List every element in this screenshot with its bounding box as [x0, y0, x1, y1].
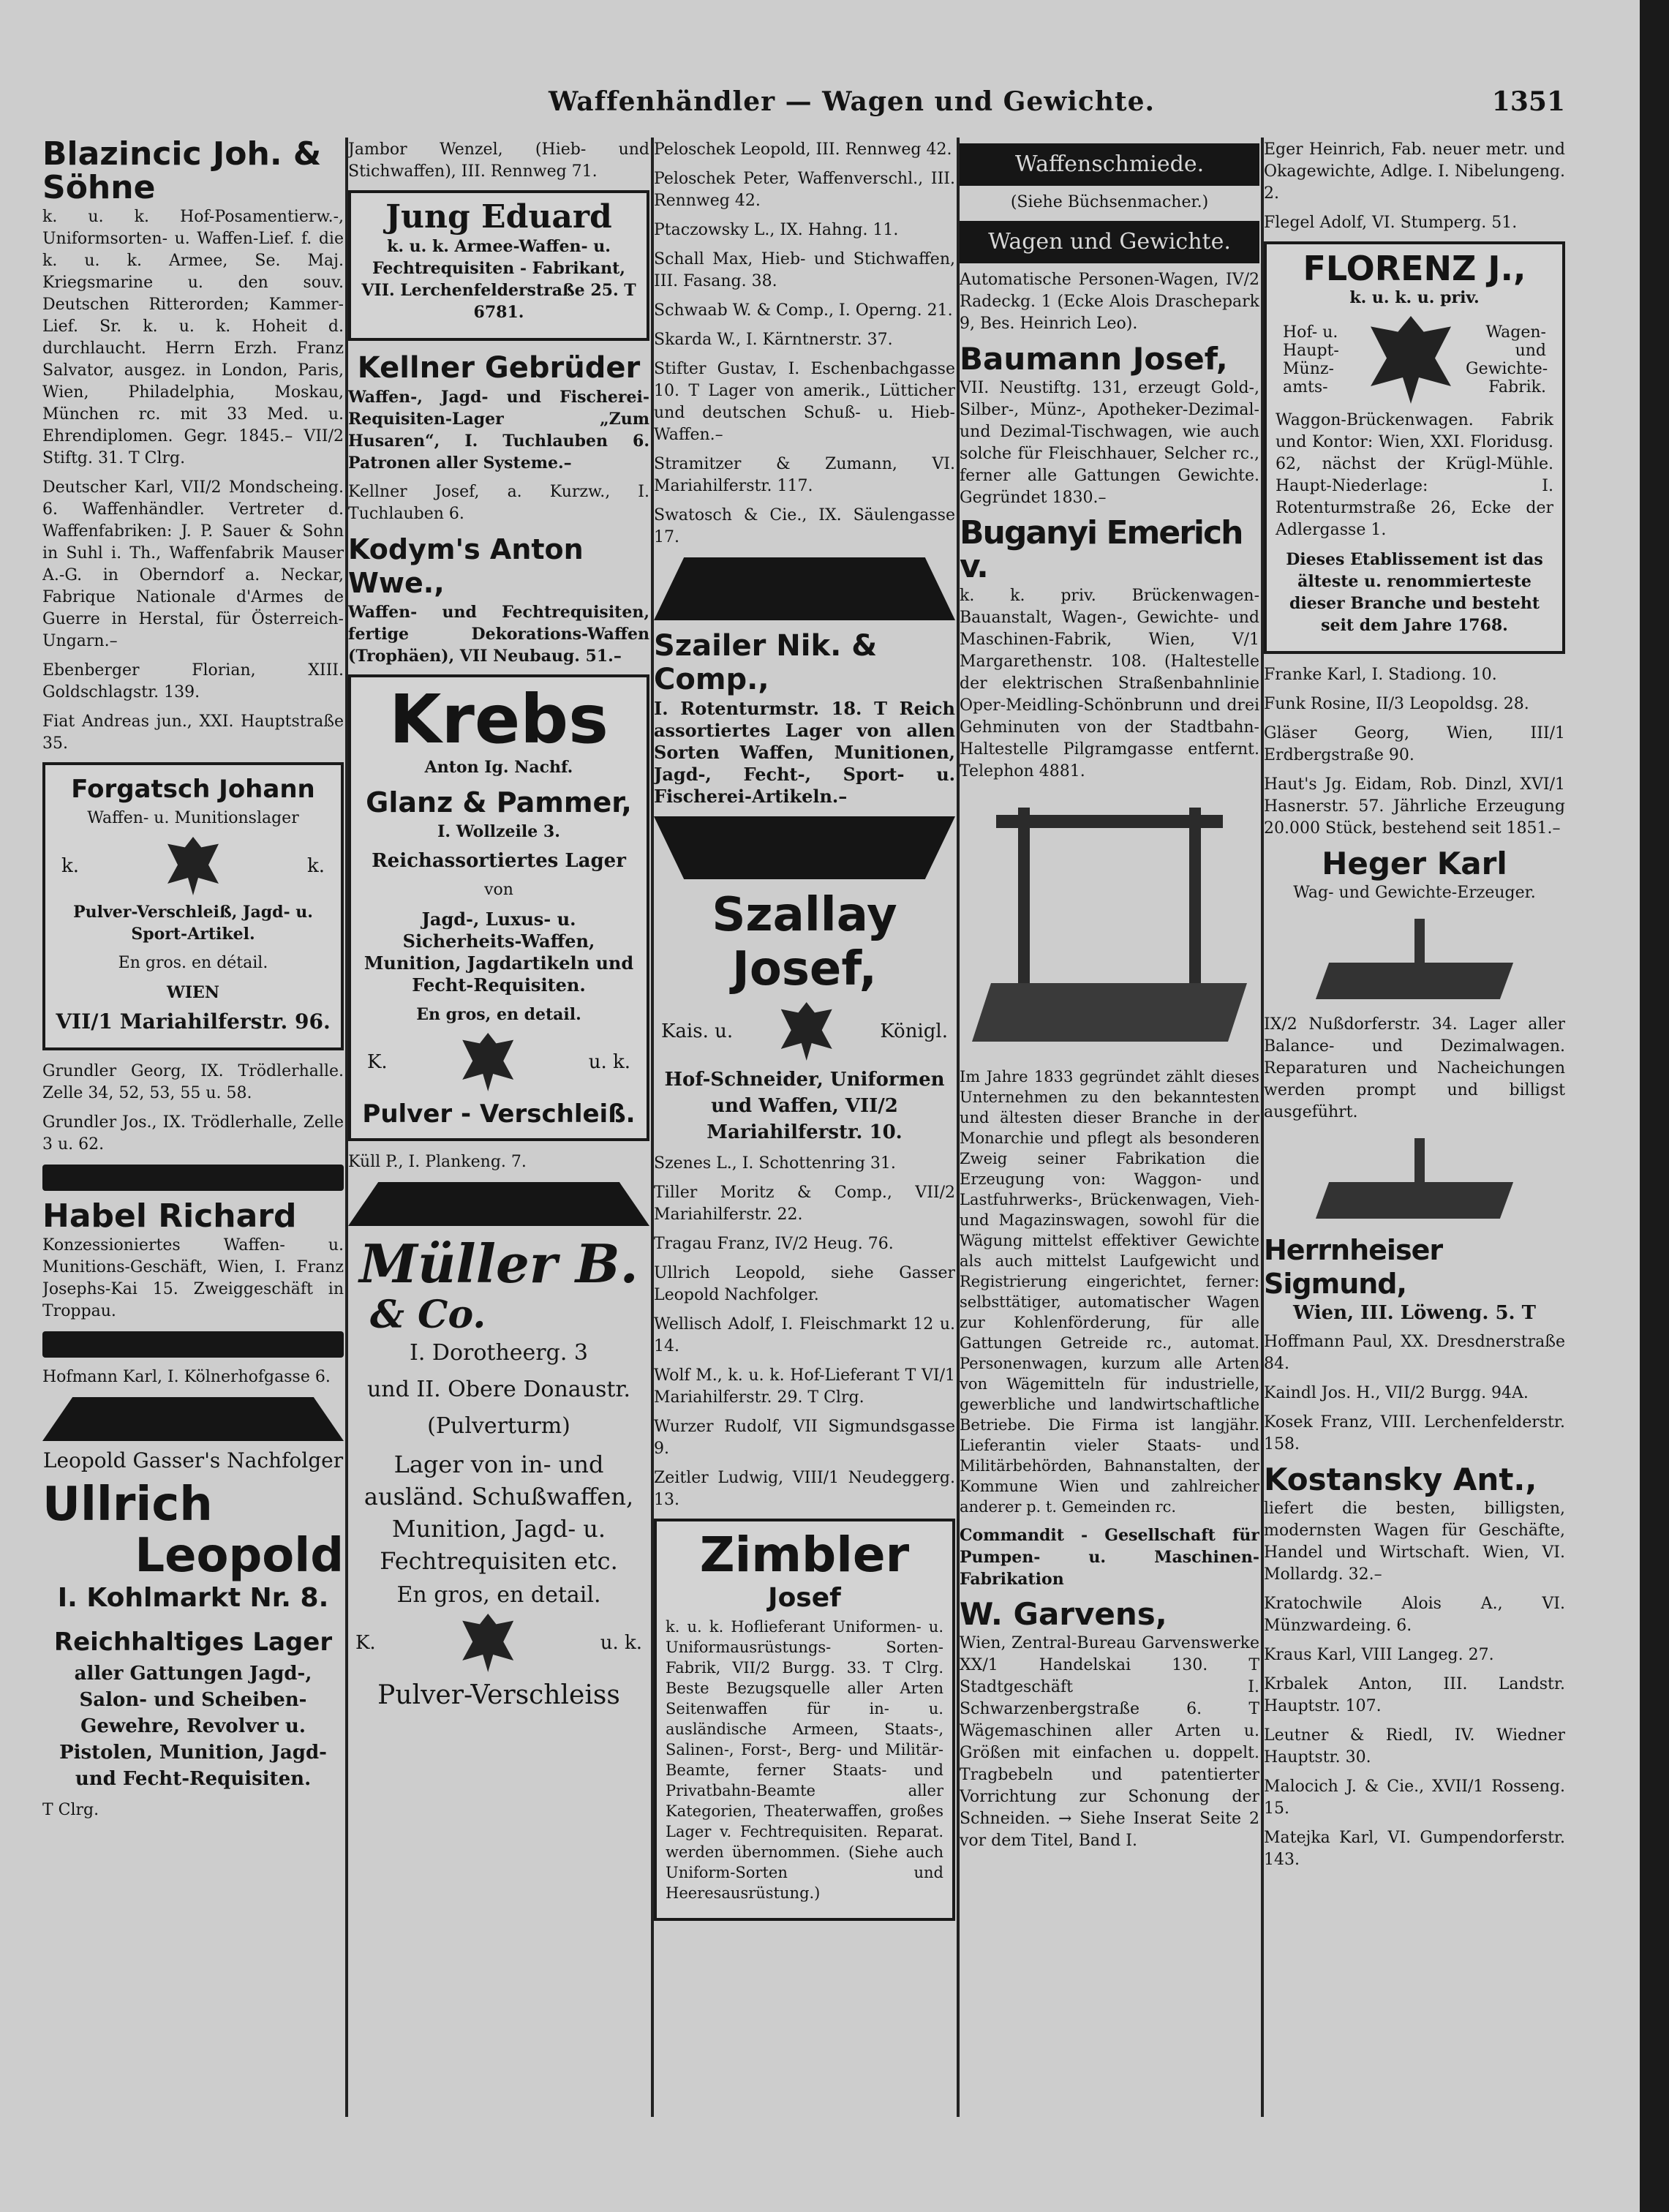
ad-co: & Co. [370, 1293, 486, 1337]
entry: Kaindl Jos. H., VII/2 Burgg. 94A. [1264, 1384, 1529, 1402]
page-header [44, 86, 1565, 130]
eagle-icon [462, 1033, 513, 1091]
entry: Wellisch Adolf, I. Fleischmarkt 12 u. 14. [654, 1315, 955, 1355]
ad-address: (Pulverturm) [427, 1413, 570, 1439]
ad-engros: En gros. en détail. [118, 954, 268, 972]
k-mark: k. [61, 855, 80, 877]
ad-address: Wien, III. Löweng. 5. T [1292, 1302, 1537, 1324]
entry: Schall Max, Hieb- und Stichwaffen, III. Fasang. 38. [654, 250, 955, 290]
ad-title: W. Garvens, [960, 1596, 1167, 1632]
scan-edge [1640, 0, 1669, 2212]
ad-text: Konzessioniertes Waffen- u. Munitions-Geschäft, Wien, I. Franz Josephs-Kai 15. Zweiggeschäft in Troppau. [42, 1236, 344, 1320]
ad-subtitle: Waffen- u. Munitionslager [87, 809, 299, 827]
ad-text: IX/2 Nußdorferstr. 34. Lager aller Balance- und Dezimalwagen. Reparaturen und Nacheichungen werden prompt und billigst ausgeführt. [1264, 1015, 1565, 1121]
k-mark: Kais. u. [661, 1020, 734, 1042]
entry: Ptaczowsky L., IX. Hahng. 11. [654, 221, 899, 239]
k-mark: Königl. [880, 1020, 948, 1042]
ad-forgatsch [42, 762, 344, 1050]
ornament-bar [42, 1331, 344, 1358]
eagle-icon [781, 1002, 832, 1061]
ad-address: I. Kohlmarkt Nr. 8. [57, 1583, 329, 1613]
ad-text: k. u. k. Armee-Waffen- u. Fechtrequisiten - Fabrikant, VII. Lerchenfelderstraße 25. T 6781. [361, 237, 636, 322]
ad-owner: Glanz & Pammer, [366, 786, 632, 819]
ad-text: Waggon-Brückenwagen. Fabrik und Kontor: Wien, XXI. Floridusg. 62, nächst der Krügl-Mühle. Haupt-Niederlage: I. Rotenturmstraße 26, Ecke der Adlergasse 1. [1276, 411, 1553, 539]
ad-title: Jung Eduard [385, 198, 612, 236]
scale-illustration [1308, 911, 1521, 1007]
ad-text: VII. Neustiftg. 131, erzeugt Gold-, Silber-, Münz-, Apotheker-Dezimal- und Dezimal-Tischwagen, wie auch solche für Fleischhauer, Selcher rc., ferner alle Gattungen Gewichte. Gegründet 1830.– [960, 379, 1259, 507]
ad-subtitle: k. u. k. u. priv. [1349, 288, 1480, 307]
ornament-bar [42, 1397, 344, 1441]
ad-text: Jagd-, Luxus- u. Sicherheits-Waffen, Munition, Jagdartikeln und Fecht-Requisiten. [363, 908, 634, 996]
ad-address: und II. Obere Donaustr. [366, 1377, 630, 1402]
page-number: 1351 [1491, 86, 1565, 117]
column-2 [348, 138, 649, 2117]
eagle-icon [462, 1614, 513, 1672]
ad-address: I. Wollzeile 3. [437, 822, 560, 841]
entry: Kraus Karl, VIII Langeg. 27. [1264, 1646, 1494, 1664]
ad-address: I. Dorotheerg. 3 [409, 1340, 589, 1366]
section-heading: Waffenschmiede. [960, 143, 1259, 186]
k-mark: K. [355, 1632, 376, 1654]
entry: Küll P., I. Plankeng. 7. [348, 1153, 527, 1171]
entry: Grundler Jos., IX. Trödlerhalle, Zelle 3 u. 62. [42, 1113, 344, 1154]
ad-title: Leopold [135, 1529, 344, 1583]
k-mark: k. [306, 855, 325, 877]
ad-text: k. u. k. Hof-Posamentierw.-, Uniformsorten- u. Waffen-Lief. f. die k. u. k. Armee, Se. Maj. Kriegsmarine u. den souv. Deutschen Ritterorden; Kammer-Lief. Sr. k. u. k. Hoheit d. durchlaucht. Herrn Erzh. Franz Salvator, ausgez. in London, Paris, Wien, Philadelphia, Moskau, München rc. mit 33 Med. u. Ehrendiplomen. Gegr. 1845.– VII/2 Stiftg. 31. T Clrg. [42, 208, 344, 467]
see-reference: (Siehe Büchsenmacher.) [1010, 193, 1209, 211]
ornament-bar [654, 557, 955, 620]
entry: Tragau Franz, IV/2 Heug. 76. [654, 1235, 894, 1253]
ad-title: Szailer Nik. & Comp., [654, 629, 878, 696]
entry: Ullrich Leopold, siehe Gasser Leopold Nachfolger. [654, 1264, 955, 1304]
scale-illustration [967, 793, 1252, 1056]
entry: Stramitzer & Zumann, VI. Mariahilferstr. 117. [654, 455, 955, 495]
ad-left-text: Hof- u. Haupt- Münz- amts- [1283, 323, 1339, 396]
ad-von: von [484, 881, 513, 899]
entry: Automatische Personen-Wagen, IV/2 Radeckg. 1 (Ecke Alois Draschepark 9, Bes. Heinrich Leo). [960, 271, 1259, 333]
ad-address: VII/1 Mariahilferstr. 96. [56, 1009, 331, 1034]
ad-title: Buganyi Emerich v. [960, 514, 1243, 585]
entry: Peloschek Leopold, III. Rennweg 42. [654, 140, 952, 159]
ad-text: I. Rotenturmstr. 18. T Reich assortiertes Lager von allen Sorten Waffen, Munitionen, Jagd-, Fecht-, Sport- u. Fischerei-Artikeln.– [654, 698, 955, 807]
ad-text: aller Gattungen Jagd-, Salon- und Scheiben-Gewehre, Revolver u. Pistolen, Munition, Jagd- und Fecht-Requisiten. [59, 1663, 327, 1790]
ad-title: Kellner Gebrüder [357, 351, 641, 385]
section-heading: Wagen und Gewichte. [960, 221, 1259, 263]
entry: Kosek Franz, VIII. Lerchenfelderstr. 158. [1264, 1413, 1565, 1453]
ad-title: Forgatsch Johann [71, 775, 315, 804]
entry: Skarda W., I. Kärntnerstr. 37. [654, 331, 893, 349]
ad-established: Dieses Etablissement ist das älteste u. renommierteste dieser Branche und besteht seit dem Jahre 1768. [1286, 550, 1543, 635]
entry: Zeitler Ludwig, VIII/1 Neudeggerg. 13. [654, 1469, 955, 1509]
ad-subtitle: Reichhaltiges Lager [53, 1628, 333, 1657]
ad-title: Szallay Josef, [712, 888, 897, 996]
ad-title: Kostansky Ant., [1264, 1462, 1537, 1497]
ad-blazincic [42, 138, 344, 470]
k-mark: K. [367, 1051, 388, 1073]
ad-title: Ullrich [42, 1478, 213, 1532]
ad-heading: Leopold Gasser's Nachfolger [42, 1448, 344, 1472]
ad-text: Pulver-Verschleiß, Jagd- u. Sport-Artikel. [73, 903, 313, 944]
ad-jung [348, 190, 649, 341]
imperial-eagle [1283, 316, 1546, 404]
k-mark: u. k. [600, 1632, 642, 1654]
ad-lager: Reichassortiertes Lager [372, 850, 626, 872]
telephone-mark: T Clrg. [42, 1801, 99, 1819]
ad-text: k. u. k. Hoflieferant Uniformen- u. Uniformausrüstungs- Sorten-Fabrik, VII/2 Burgg. 33. T Clrg. Beste Bezugsquelle aller Arten Seitenwaffen für in- u. ausländische Armeen, Staats-, Salinen-, Forst-, Berg- und Militär-Beamte, ferner Staats- und Privatbahn-Beamte aller Kategorien, Theaterwaffen, großes Lager v. Fechtrequisiten. Reparat. werden übernommen. (Siehe auch Uniform-Sorten und Heeresausrüstung.) [666, 1618, 943, 1902]
ad-text: Hof-Schneider, Uniformen und Waffen, VII/2 Mariahilferstr. 10. [664, 1069, 945, 1143]
ad-text: k. k. priv. Brückenwagen-Bauanstalt, Wagen-, Gewichte- und Maschinen-Fabrik, Wien, V/1 Margarethenstr. 108. (Haltestelle der elektrischen Straßenbahnlinie Oper-Meidling-Schönbrunn und drei Gehminuten von der Stadtbahn-Haltestelle Pilgramgasse entfernt. Telephon 4881. [960, 587, 1259, 780]
entry: Szenes L., I. Schottenring 31. [654, 1154, 896, 1173]
entry: Swatosch & Cie., IX. Säulengasse 17. [654, 506, 955, 546]
ornament-bar [42, 1165, 344, 1191]
column-5 [1264, 138, 1565, 2117]
entry: Matejka Karl, VI. Gumpendorferstr. 143. [1264, 1829, 1565, 1869]
ad-title: Baumann Josef, [960, 341, 1228, 377]
ad-city: WIEN [167, 983, 219, 1002]
ad-text: liefert die besten, billigsten, modernsten Wagen für Geschäfte, Handel und Wirtschaft. Wien, VI. Mollardg. 32.– [1264, 1500, 1565, 1584]
ad-title: Kodym's Anton Wwe., [348, 533, 584, 599]
entry: Deutscher Karl, VII/2 Mondscheing. 6. Waffenhändler. Vertreter d. Waffenfabriken: J. P. Sauer & Sohn in Suhl i. Th., Waffenfabrik Mauser A.-G. in Oberndorf a. Neckar, Fabrique Nationale d'Armes de Guerre in Herstal, für Österreich-Ungarn.– [42, 478, 344, 650]
entry: Flegel Adolf, VI. Stumperg. 51. [1264, 214, 1518, 232]
entry: Haut's Jg. Eidam, Rob. Dinzl, XVI/1 Hasnerstr. 57. Jährliche Erzeugung 20.000 Stück, bestehend seit 1851.– [1264, 775, 1565, 838]
entry: Leutner & Riedl, IV. Wiedner Hauptstr. 30. [1264, 1726, 1565, 1767]
entry: Hofmann Karl, I. Kölnerhofgasse 6. [42, 1368, 331, 1386]
imperial-eagle [367, 1033, 630, 1091]
ad-krebs [348, 674, 649, 1141]
entry: Commandit - Gesellschaft für Pumpen- u. Maschinen-Fabrikation [960, 1526, 1259, 1589]
ad-title: Herrnheiser Sigmund, [1264, 1234, 1443, 1300]
entry: Peloschek Peter, Waffenverschl., III. Rennweg 42. [654, 170, 955, 210]
ad-footer: Pulver - Verschleiß. [362, 1099, 636, 1129]
entry: Ebenberger Florian, XIII. Goldschlagstr. 139. [42, 661, 344, 701]
entry: Wurzer Rudolf, VII Sigmundsgasse 9. [654, 1418, 955, 1458]
imperial-eagle [661, 1002, 948, 1061]
entry: Kellner Josef, a. Kurzw., I. Tuchlauben 6. [348, 483, 649, 523]
imperial-eagle [355, 1614, 642, 1672]
column-3 [654, 138, 955, 2117]
column-4 [960, 138, 1259, 2117]
ad-title: Krebs [389, 680, 609, 759]
entry: Krbalek Anton, III. Landstr. Hauptstr. 107. [1264, 1675, 1565, 1715]
ornament-bar [654, 816, 955, 879]
entry: Franke Karl, I. Stadiong. 10. [1264, 666, 1497, 684]
ad-text: Waffen- und Fechtrequisiten, fertige Dekorations-Waffen (Trophäen), VII Neubaug. 51.– [348, 603, 649, 666]
ad-zimbler [654, 1519, 955, 1921]
ad-florenz [1264, 241, 1565, 654]
entry: Hoffmann Paul, XX. Dresdnerstraße 84. [1264, 1333, 1565, 1373]
entry: Kratochwile Alois A., VI. Münzwardeing. 6. [1264, 1595, 1565, 1635]
balance-illustration [1308, 1131, 1521, 1226]
ad-subtitle: Wag- und Gewichte-Erzeuger. [1293, 884, 1536, 902]
ad-engros: En gros, en detail. [396, 1582, 601, 1608]
entry: Wolf M., k. u. k. Hof-Lieferant T VI/1 Mariahilferstr. 29. T Clrg. [654, 1366, 955, 1407]
ad-text: Waffen-, Jagd- und Fischerei-Requisiten-Lager „Zum Husaren“, I. Tuchlauben 6. Patronen aller Systeme.– [348, 388, 649, 473]
entry: Grundler Georg, IX. Trödlerhalle. Zelle 34, 52, 53, 55 u. 58. [42, 1062, 344, 1102]
entry: Schwaab W. & Comp., I. Operng. 21. [654, 301, 953, 320]
ad-history: Im Jahre 1833 gegründet zählt dieses Unternehmen zu den bekanntesten und ältesten dieser Branche in der Monarchie und pflegt als besonderen Zweig seiner Fabrikation die Erzeugung von: Waggon- und Lastfuhrwerks-, Brückenwagen, Vieh- und Magazinswagen, sowohl für die Wägung mittelst effektiver Gewichte als auch mittelst Laufgewicht und Registrierung eingerichtet, ferner: selbsttätiger, automatischer Wagen zur Kohlenförderung, für alle Gattungen Getreide rc., automat. Personenwagen, kurzum alle Arten von Wägemitteln für industrielle, gewerbliche und landwirtschaftliche Betriebe. Die Firma ist langjähr. Lieferantin vieler Staats- und Militärbehörden, Bahnanstalten, der Kommune Wien und zahlreicher anderer p. t. Gemeinden rc. [960, 1068, 1259, 1516]
entry: Fiat Andreas jun., XXI. Hauptstraße 35. [42, 712, 344, 753]
entry: Malocich J. & Cie., XVII/1 Rosseng. 15. [1264, 1778, 1565, 1818]
ad-title: Heger Karl [1322, 846, 1507, 881]
ad-title: Zimbler [699, 1527, 910, 1583]
eagle-icon [1371, 316, 1451, 404]
ad-title: Müller B. [359, 1233, 638, 1295]
entry: Stifter Gustav, I. Eschenbachgasse 10. T Lager von amerik., Lütticher und deutschen Schuß- u. Hieb-Waffen.– [654, 360, 955, 444]
entry: Tiller Moritz & Comp., VII/2 Mariahilferstr. 22. [654, 1184, 955, 1224]
entry: Jambor Wenzel, (Hieb- und Stichwaffen), III. Rennweg 71. [348, 140, 649, 181]
eagle-icon [167, 837, 219, 895]
ad-right-text: Wagen- und Gewichte- Fabrik. [1466, 323, 1548, 396]
entry: Gläser Georg, Wien, III/1 Erdbergstraße 90. [1264, 724, 1565, 764]
ad-title: Blazincic Joh. & Söhne [42, 138, 322, 206]
ad-engros: En gros, en detail. [416, 1005, 581, 1024]
column-1 [42, 138, 344, 2117]
entry: Eger Heinrich, Fab. neuer metr. und Okagewichte, Adlge. I. Nibelungeng. 2. [1264, 140, 1565, 203]
ad-text: Lager von in- und ausländ. Schußwaffen, Munition, Jagd- u. Fechtrequisiten etc. [363, 1451, 634, 1575]
ad-title: Habel Richard [42, 1197, 297, 1235]
ad-footer: Pulver-Verschleiss [377, 1680, 620, 1710]
k-mark: u. k. [588, 1051, 630, 1073]
ad-title: FLORENZ J., [1303, 249, 1526, 288]
ad-first-name: Josef [768, 1583, 841, 1613]
entry: Funk Rosine, II/3 Leopoldsg. 28. [1264, 695, 1529, 713]
ad-text: Wien, Zentral-Bureau Garvenswerke XX/1 Handelskai 130. T Stadtgeschäft I. Schwarzenbergstraße 6. T Wägemaschinen aller Arten u. Größen mit einfachen u. doppelt. Tragbebeln und patentierter Vorrichtung zur Schonung der Schneiden. → Siehe Inserat Seite 2 vor dem Titel, Band I. [960, 1634, 1259, 1850]
ornament-bar [348, 1182, 649, 1226]
ad-subtitle: Anton Ig. Nachf. [424, 758, 573, 777]
imperial-eagle [61, 837, 325, 895]
page-title: Waffenhändler — Wagen und Gewichte. [549, 86, 1156, 117]
